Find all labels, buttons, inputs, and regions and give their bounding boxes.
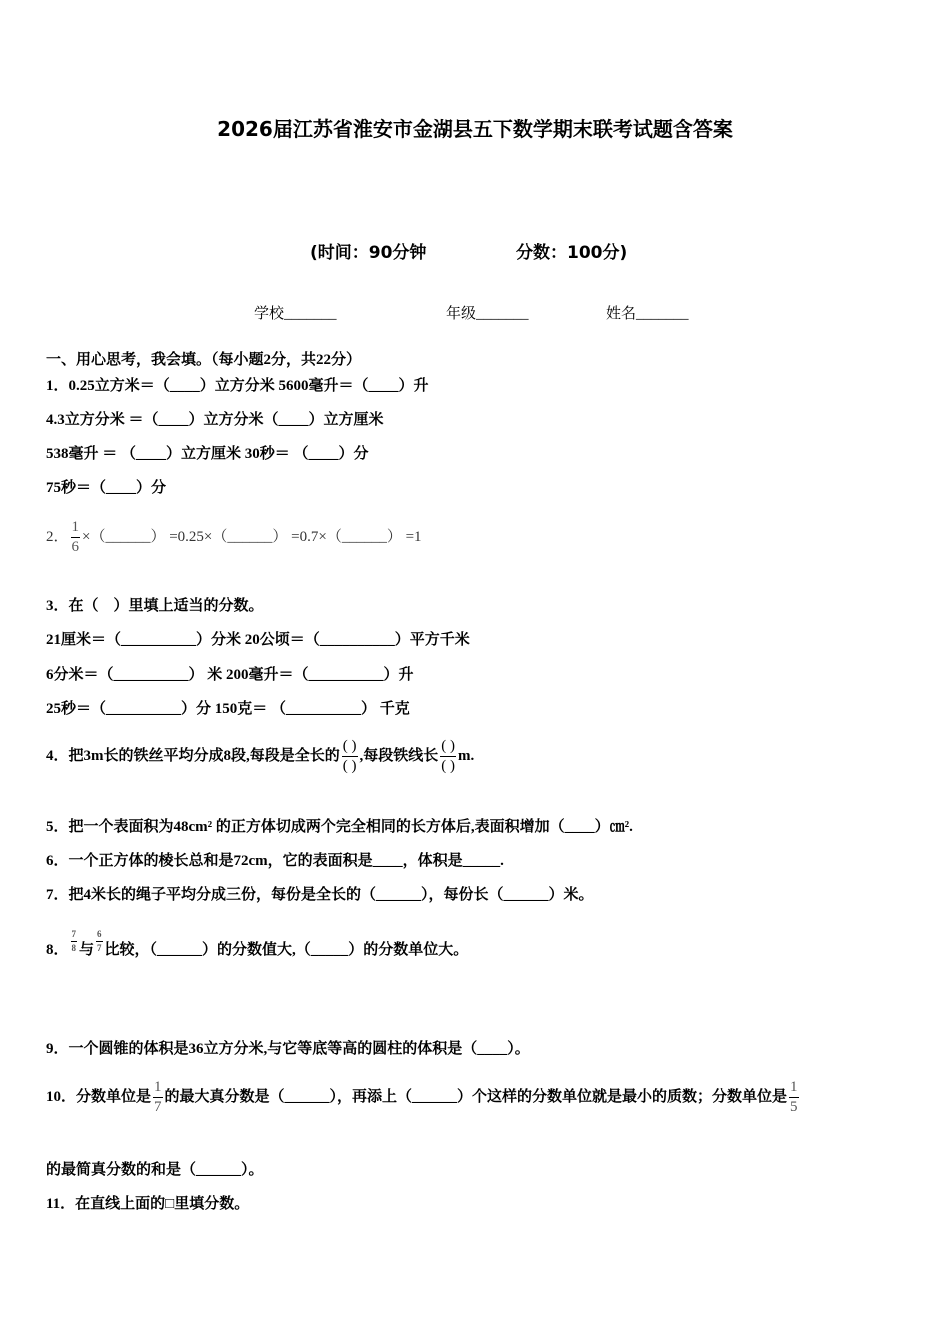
q8-number: 8． xyxy=(46,942,69,958)
grade-field: 年级_______ xyxy=(446,306,529,322)
q9-line: 9．一个圆锥的体积是36立方分米,与它等底等高的圆柱的体积是（____）。 xyxy=(46,1041,530,1057)
q4-text-1: 4．把3m长的铁丝平均分成8段,每段是全长的 xyxy=(46,748,340,764)
q1-line3: 538毫升 ＝ （____）立方厘米 30秒＝ （____）分 xyxy=(46,446,369,462)
q2-number: 2． xyxy=(46,528,69,545)
q4-text-2: ,每段铁线长 xyxy=(359,748,439,764)
q1-line1: 1．0.25立方米＝（____）立方分米 5600毫升＝（____）升 xyxy=(46,378,429,394)
q2-fraction: $\frac{1}{6}$ xyxy=(71,519,80,555)
school-field: 学校_______ xyxy=(254,306,337,322)
exam-score: 分数：100分) xyxy=(516,243,628,263)
section-heading: 一、用心思考，我会填。（每小题2分，共22分） xyxy=(46,352,362,368)
q4-fraction-2: $\frac{( )}{( )}$ xyxy=(441,738,456,775)
q8-text: 比较，（______）的分数值大,（_____）的分数单位大。 xyxy=(104,942,469,958)
q2-line xyxy=(46,520,422,555)
q10-line1 xyxy=(46,1075,801,1119)
q7-line: 7．把4米长的绳子平均分成三份，每份是全长的（______），每份长（______）米。 xyxy=(46,887,594,903)
q8-line xyxy=(46,930,468,970)
q11-line: 11．在直线上面的□里填分数。 xyxy=(46,1196,250,1212)
name-field: 姓名_______ xyxy=(606,306,689,322)
q3-intro: 3．在（ ）里填上适当的分数。 xyxy=(46,598,264,614)
q8-fraction-1: $\frac{7}{8}$ xyxy=(71,929,77,953)
q10-text-1: 10．分数单位是 xyxy=(46,1089,152,1105)
q10-text-2: 的最大真分数是（______），再添上（______）个这样的分数单位就是最小的质数；分数单位是 xyxy=(164,1089,788,1105)
q10-fraction-2: $\frac{1}{5}$ xyxy=(790,1079,798,1116)
q4-line xyxy=(46,736,474,776)
q3-line1: 21厘米＝（__________）分米 20公顷＝（__________）平方千米 xyxy=(46,632,470,648)
q2-text: ×（______） =0.25×（______） =0.7×（______） =1 xyxy=(82,528,422,545)
q3-line3: 25秒＝（__________）分 150克＝ （__________） 千克 xyxy=(46,701,410,717)
q1-line4: 75秒＝（____）分 xyxy=(46,480,167,496)
q3-line2: 6分米＝（__________） 米 200毫升＝（__________）升 xyxy=(46,667,414,683)
q4-fraction-1: $\frac{( )}{( )}$ xyxy=(342,738,357,775)
q6-line: 6．一个正方体的棱长总和是72cm，它的表面积是____，体积是_____. xyxy=(46,853,504,869)
exam-time: (时间：90分钟 xyxy=(310,243,427,263)
q10-fraction-1: $\frac{1}{7}$ xyxy=(154,1079,162,1116)
q4-text-3: m. xyxy=(458,748,475,764)
q1-line2: 4.3立方分米 ＝（____）立方分米（____）立方厘米 xyxy=(46,412,384,428)
q8-and: 与 xyxy=(79,942,95,958)
document-title: 2026届江苏省淮安市金湖县五下数学期末联考试题含答案 xyxy=(217,117,733,141)
q5-line: 5．把一个表面积为48cm² 的正方体切成两个完全相同的长方体后,表面积增加（____）㎝². xyxy=(46,819,633,835)
q8-fraction-2: $\frac{6}{7}$ xyxy=(97,929,102,953)
q10-line2: 的最简真分数的和是（______）。 xyxy=(46,1162,264,1178)
